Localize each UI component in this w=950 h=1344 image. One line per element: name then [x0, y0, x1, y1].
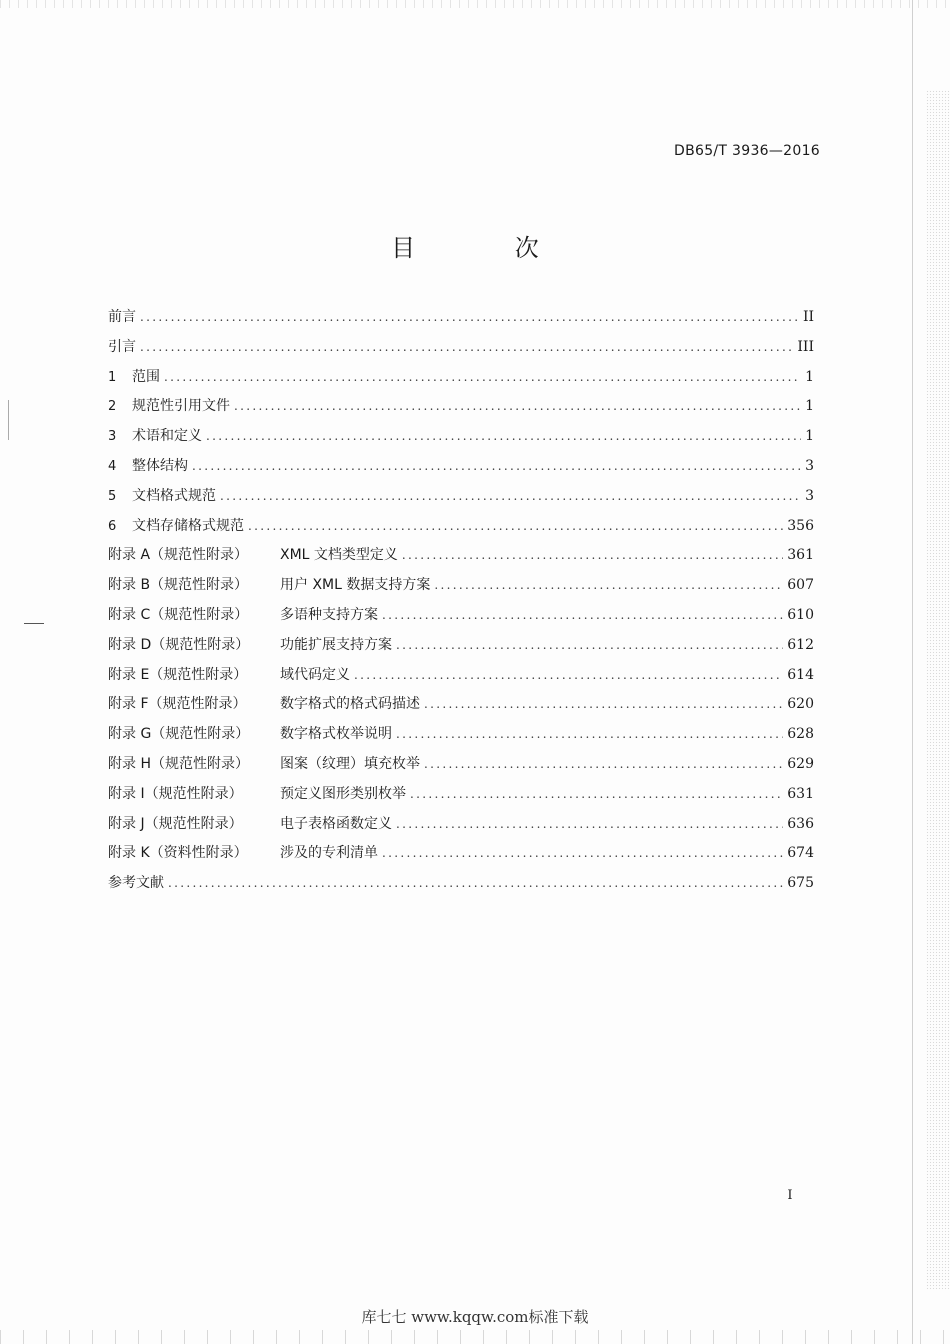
toc-entry-annex: 附录 B（规范性附录） — [108, 577, 249, 594]
toc-entry[interactable] — [108, 366, 814, 396]
toc-entry-annex: 附录 H（规范性附录） — [108, 755, 249, 772]
toc-leader-dots — [234, 395, 801, 417]
toc-leader-dots — [410, 783, 783, 805]
toc-entry-page: 612 — [787, 636, 814, 653]
toc-entry-page: 1 — [805, 368, 814, 385]
toc-entry[interactable] — [108, 485, 814, 515]
table-of-contents — [108, 306, 814, 902]
toc-entry-page: 610 — [787, 606, 814, 623]
toc-entry-label: 整体结构 — [132, 457, 188, 474]
toc-leader-dots — [354, 664, 783, 686]
toc-entry-number: 4 — [108, 458, 117, 474]
toc-entry-label: 前言 — [108, 309, 136, 325]
toc-leader-dots — [382, 604, 783, 626]
toc-entry-number: 2 — [108, 399, 117, 415]
toc-entry-number: 1 — [108, 369, 117, 385]
toc-entry-annex: 附录 K（资料性附录） — [108, 845, 248, 862]
toc-entry-label: 引言 — [108, 338, 136, 355]
toc-entry[interactable] — [108, 723, 814, 753]
toc-entry-page: 628 — [787, 726, 814, 743]
scan-artifact-right-strip — [926, 90, 950, 1290]
toc-entry[interactable] — [108, 753, 814, 783]
toc-entry-label: 预定义图形类别枚举 — [280, 785, 406, 802]
toc-entry-label: 数字格式枚举说明 — [280, 726, 392, 743]
toc-entry-number: 3 — [108, 429, 117, 445]
toc-leader-dots — [396, 813, 783, 835]
toc-entry-page: 1 — [805, 428, 814, 445]
toc-entry[interactable] — [108, 664, 814, 694]
scan-artifact-left-mark — [8, 400, 9, 440]
toc-leader-dots — [382, 842, 783, 864]
toc-entry-label: 多语种支持方案 — [280, 606, 378, 623]
toc-entry-page: 631 — [787, 785, 814, 802]
toc-entry[interactable] — [108, 693, 814, 723]
scan-artifact-left-tick — [24, 623, 44, 624]
toc-entry-page: II — [802, 309, 814, 325]
toc-leader-dots — [396, 634, 783, 656]
toc-entry[interactable] — [108, 306, 814, 336]
toc-entry[interactable] — [108, 336, 814, 366]
toc-entry-label: 电子表格函数定义 — [280, 815, 392, 832]
scan-artifact-top — [0, 0, 950, 8]
toc-entry-page: 636 — [787, 815, 814, 832]
scan-artifact-bottom — [0, 1330, 950, 1344]
toc-entry[interactable] — [108, 783, 814, 813]
toc-entry-label: 参考文献 — [108, 875, 164, 892]
toc-entry-label: 域代码定义 — [280, 666, 350, 683]
toc-leader-dots — [140, 306, 799, 328]
toc-entry-number: 5 — [108, 488, 117, 504]
toc-entry-annex: 附录 G（规范性附录） — [108, 726, 250, 743]
toc-entry-label: 术语和定义 — [132, 428, 202, 445]
toc-entry-page: 361 — [787, 547, 814, 564]
toc-entry-annex: 附录 D（规范性附录） — [108, 636, 250, 653]
toc-leader-dots — [206, 425, 801, 447]
toc-entry-label: 范围 — [132, 368, 160, 385]
toc-entry-page: 3 — [805, 487, 814, 504]
toc-entry-page: 620 — [787, 696, 814, 713]
toc-entry-page: 629 — [787, 755, 814, 772]
toc-entry[interactable] — [108, 515, 814, 545]
toc-leader-dots — [140, 336, 793, 358]
toc-entry-page: 675 — [787, 875, 814, 892]
toc-leader-dots — [168, 872, 783, 894]
toc-entry-annex: 附录 C（规范性附录） — [108, 606, 249, 623]
toc-entry[interactable] — [108, 425, 814, 455]
toc-entry[interactable] — [108, 455, 814, 485]
toc-entry-page: 607 — [787, 577, 814, 594]
toc-entry-page: 1 — [805, 398, 814, 415]
toc-entry[interactable] — [108, 872, 814, 902]
toc-entry-number: 6 — [108, 518, 117, 534]
toc-entry-label: 文档存储格式规范 — [132, 517, 244, 534]
toc-entry-page: 614 — [787, 666, 814, 683]
toc-entry-annex: 附录 E（规范性附录） — [108, 666, 248, 683]
toc-entry[interactable] — [108, 842, 814, 872]
toc-entry-page: III — [797, 338, 814, 355]
document-code: DB65/T 3936—2016 — [674, 143, 820, 159]
toc-leader-dots — [220, 485, 801, 507]
toc-entry[interactable] — [108, 395, 814, 425]
toc-leader-dots — [424, 753, 783, 775]
toc-entry-page: 3 — [805, 457, 814, 474]
watermark-text: 库七七 www.kqqw.com标准下载 — [361, 1308, 589, 1326]
toc-entry-label: 涉及的专利清单 — [280, 845, 378, 862]
toc-leader-dots — [402, 544, 783, 566]
toc-leader-dots — [424, 693, 783, 715]
toc-entry-label: 文档格式规范 — [132, 487, 216, 504]
toc-entry[interactable] — [108, 604, 814, 634]
toc-entry-label: 用户 XML 数据支持方案 — [280, 577, 431, 594]
scan-artifact-edge-line — [912, 0, 913, 1344]
toc-entry-label: 功能扩展支持方案 — [280, 636, 392, 653]
toc-entry[interactable] — [108, 574, 814, 604]
toc-entry-label: 数字格式的格式码描述 — [280, 696, 420, 713]
toc-entry[interactable] — [108, 813, 814, 843]
toc-leader-dots — [396, 723, 783, 745]
page-number: I — [787, 1188, 793, 1203]
toc-leader-dots — [434, 574, 783, 596]
toc-leader-dots — [192, 455, 801, 477]
toc-entry-annex: 附录 A（规范性附录） — [108, 547, 249, 564]
toc-entry-label: 规范性引用文件 — [132, 398, 230, 415]
toc-entry-label: 图案（纹理）填充枚举 — [280, 755, 420, 772]
toc-entry-page: 674 — [787, 845, 814, 862]
toc-leader-dots — [164, 366, 801, 388]
toc-entry-annex: 附录 J（规范性附录） — [108, 815, 243, 832]
toc-leader-dots — [248, 515, 783, 537]
toc-entry[interactable] — [108, 634, 814, 664]
toc-entry-page: 356 — [787, 517, 814, 534]
toc-entry[interactable] — [108, 544, 814, 574]
toc-entry-label: XML 文档类型定义 — [280, 547, 398, 564]
toc-entry-annex: 附录 I（规范性附录） — [108, 785, 243, 802]
toc-title: 目 次 — [391, 234, 585, 262]
toc-entry-annex: 附录 F（规范性附录） — [108, 696, 247, 713]
